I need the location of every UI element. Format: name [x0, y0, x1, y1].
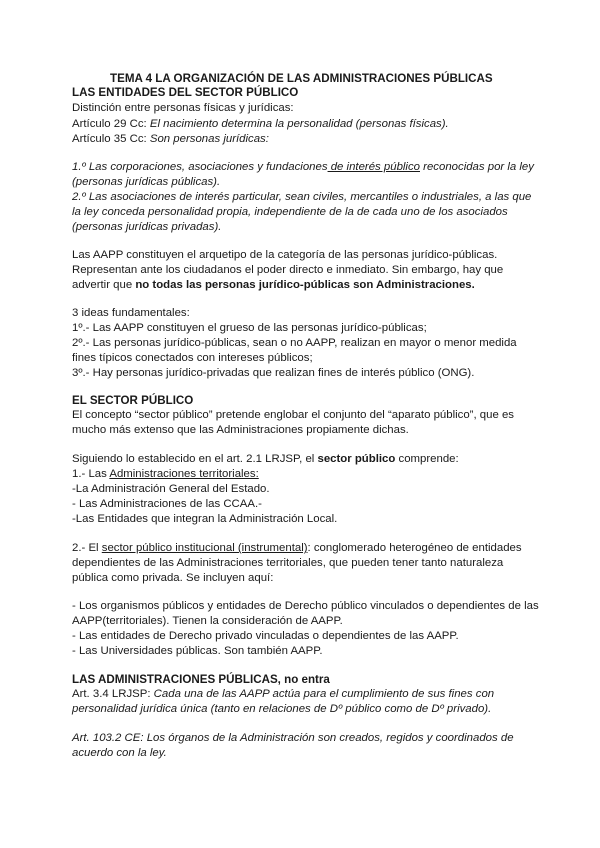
paragraph-line: Art. 103.2 CE: Los órganos de la Administración son creados, regidos y coordinados de [72, 732, 514, 744]
paragraph-line [72, 452, 459, 467]
paragraph-line [72, 687, 494, 702]
paragraph-line: pública como privada. Se incluyen aquí: [72, 572, 274, 584]
section-heading-administraciones: LAS ADMINISTRACIONES PÚBLICAS, no entra [72, 673, 330, 686]
text-span: 2.- El [72, 542, 102, 554]
paragraph-line: 2.º Las asociaciones de interés particular, sean civiles, mercantiles o industriales, a las que [72, 191, 532, 203]
paragraph-line: acuerdo con la ley. [72, 747, 167, 759]
list-item: - Las entidades de Derecho privado vinculadas o dependientes de las AAPP. [72, 630, 459, 642]
paragraph-line: dependientes de las Administraciones territoriales, que pueden tener tanto naturaleza [72, 557, 504, 569]
paragraph-line: El concepto “sector público” pretende englobar el conjunto del “aparato público”, que es [72, 409, 514, 421]
section-heading-entidades: LAS ENTIDADES DEL SECTOR PÚBLICO [72, 86, 299, 99]
paragraph-line: Distinción entre personas físicas y jurídicas: [72, 102, 294, 114]
list-item: fines típicos conectados con intereses públicos; [72, 352, 313, 364]
text-span: advertir que [72, 279, 136, 291]
article-quote: Son personas jurídicas: [149, 133, 269, 145]
article-quote: El nacimiento determina la personalidad (personas físicas). [149, 118, 449, 130]
underlined-text: Administraciones territoriales: [109, 468, 259, 480]
text-span: reconocidas por la ley [420, 161, 534, 173]
text-span: 1.- Las [72, 468, 110, 480]
paragraph-line: personalidad jurídica única (tanto en relaciones de Dº público como de Dº privado). [72, 703, 492, 715]
paragraph-line: la ley conceda personalidad propia, independiente de la de cada uno de los asociados [72, 206, 508, 218]
paragraph-line [72, 117, 449, 132]
list-item: 2º.- Las personas jurídico-públicas, sean o no AAPP, realizan en mayor o menor medida [72, 337, 517, 349]
document-title: TEMA 4 LA ORGANIZACIÓN DE LAS ADMINISTRACIONES PÚBLICAS [110, 72, 493, 85]
text-span: : conglomerado heterogéneo de entidades [307, 542, 522, 554]
article-ref: Artículo 35 Cc: [72, 133, 150, 145]
paragraph-line: 3 ideas fundamentales: [72, 307, 190, 319]
paragraph-line: (personas jurídicas públicas). [72, 176, 221, 188]
paragraph-line: mucho más extenso que las Administraciones propiamente dichas. [72, 424, 409, 436]
article-ref: Art. 3.4 LRJSP: [72, 688, 154, 700]
bold-text: no todas las personas jurídico-públicas son Administraciones. [135, 279, 475, 291]
list-item: - Los organismos públicos y entidades de Derecho público vinculados o dependientes de las [72, 600, 539, 612]
article-ref: Artículo 29 Cc: [72, 118, 150, 130]
text-span: comprende: [395, 453, 459, 465]
text-span: 1.º Las corporaciones, asociaciones y fundaciones [72, 161, 328, 173]
list-item: -La Administración General del Estado. [72, 483, 270, 495]
list-item: -Las Entidades que integran la Administración Local. [72, 513, 338, 525]
list-item: - Las Administraciones de las CCAA.- [72, 498, 262, 510]
paragraph-line [72, 160, 534, 175]
underlined-text: de interés público [327, 161, 420, 173]
underlined-text: sector público institucional (instrumental) [101, 542, 308, 554]
paragraph-line: Representan ante los ciudadanos el poder directo e inmediato. Sin embargo, hay que [72, 264, 504, 276]
list-item: 1º.- Las AAPP constituyen el grueso de las personas jurídico-públicas; [72, 322, 427, 334]
list-item [72, 467, 259, 482]
paragraph-line: (personas jurídicas privadas). [72, 221, 222, 233]
paragraph-line [72, 132, 269, 147]
article-quote: Cada una de las AAPP actúa para el cumplimiento de sus fines con [153, 688, 495, 700]
paragraph-line [72, 278, 475, 293]
paragraph-line [72, 541, 522, 556]
paragraph-line: Las AAPP constituyen el arquetipo de la categoría de las personas jurídico-públicas. [72, 249, 498, 261]
list-item: - Las Universidades públicas. Son también AAPP. [72, 645, 323, 657]
text-span: Siguiendo lo establecido en el art. 2.1 LRJSP, el [72, 453, 318, 465]
bold-text: sector público [317, 453, 396, 465]
section-heading-sector-publico: EL SECTOR PÚBLICO [72, 394, 194, 407]
list-item: AAPP(territoriales). Tienen la consideración de AAPP. [72, 615, 343, 627]
list-item: 3º.- Hay personas jurídico-privadas que realizan fines de interés público (ONG). [72, 367, 475, 379]
